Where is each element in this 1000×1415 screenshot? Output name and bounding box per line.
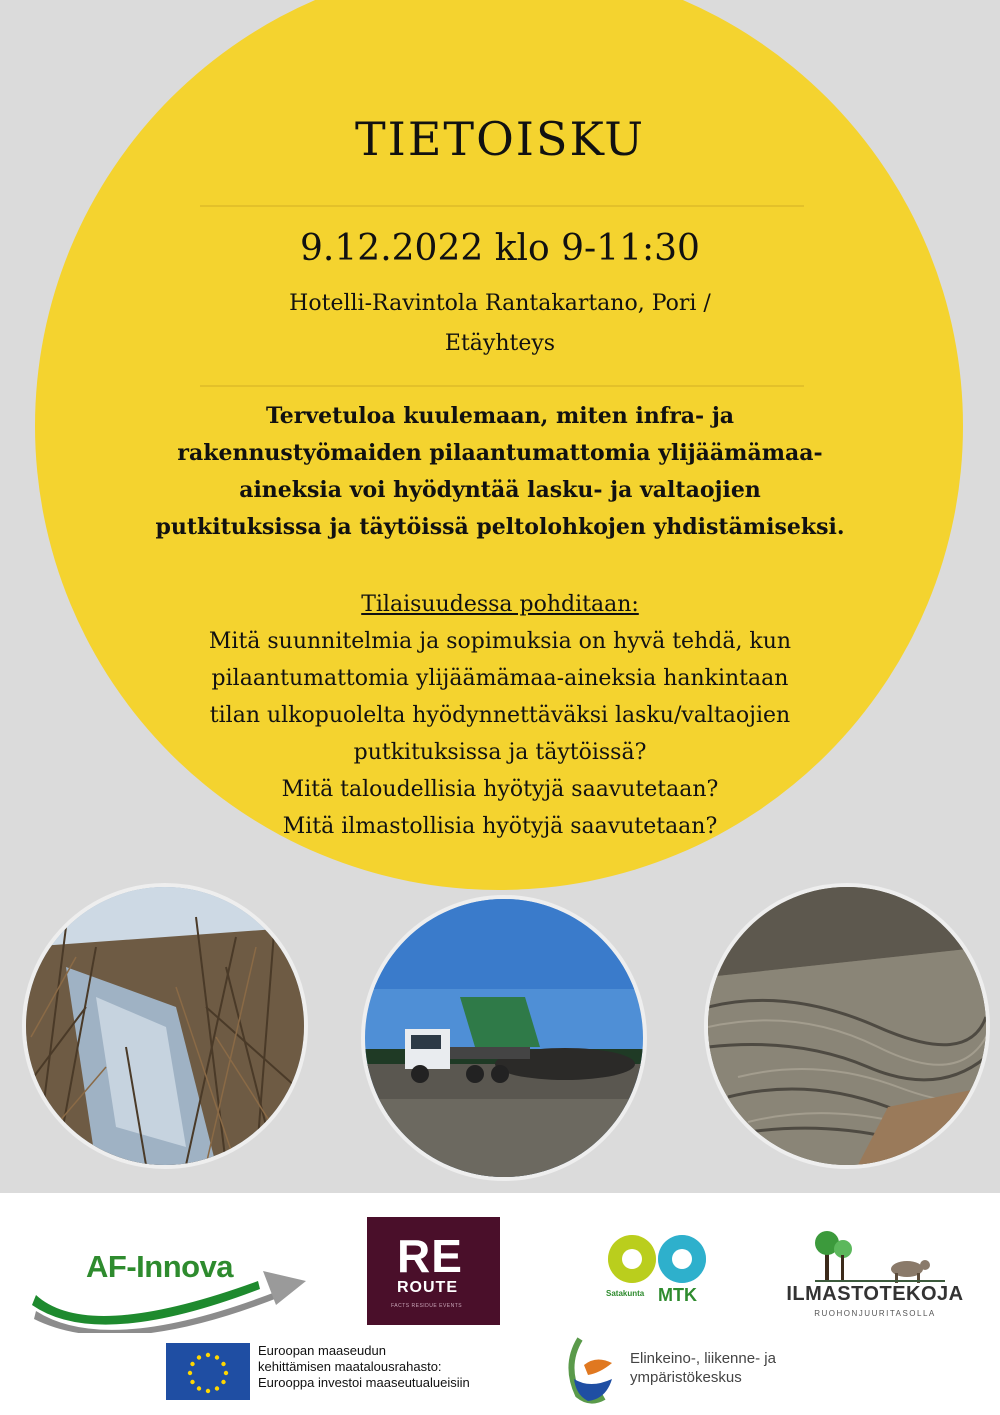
overgrown-ditch-photo xyxy=(22,883,308,1169)
ely-line-1: Elinkeino-, liikenne- ja xyxy=(630,1350,776,1367)
intro-text xyxy=(130,398,870,546)
event-venue xyxy=(250,284,750,364)
event-title: TIETOISKU xyxy=(354,112,645,166)
swoosh-icon xyxy=(32,1281,260,1325)
mtk-name: MTK xyxy=(658,1285,697,1305)
reroute-route: ROUTE xyxy=(397,1279,458,1296)
footer-logos xyxy=(0,1193,1000,1415)
ely-emblem-icon xyxy=(560,1335,626,1407)
ilmastotekoja-name: ILMASTOTEKOJA xyxy=(786,1283,964,1305)
mtk-region: Satakunta xyxy=(606,1289,645,1298)
dump-truck-photo xyxy=(361,895,647,1181)
questions-list xyxy=(150,623,850,845)
eu-line-2: kehittämisen maatalousrahasto: xyxy=(258,1359,442,1374)
ilmastotekoja-sub: RUOHONJUURITASOLLA xyxy=(814,1309,936,1318)
af-innova-logo xyxy=(28,1233,308,1333)
ely-logo xyxy=(560,1335,840,1407)
eu-flag-icon xyxy=(166,1343,250,1400)
mtk-loop-icon xyxy=(600,1231,715,1291)
intro-line: Tervetuloa kuulemaan, miten infra- ja xyxy=(265,403,735,429)
reroute-logo xyxy=(367,1217,500,1325)
eu-funding-text xyxy=(258,1343,470,1391)
venue-line-1: Hotelli-Ravintola Rantakartano, Pori / xyxy=(289,291,711,316)
intro-line: putkituksissa ja täytöissä peltolohkojen yhdistämiseksi. xyxy=(155,514,845,540)
af-innova-name: AF-Innova xyxy=(86,1249,234,1284)
clay-soil-photo xyxy=(704,883,990,1169)
question-line: Mitä suunnitelmia ja sopimuksia on hyvä tehdä, kun xyxy=(208,629,792,654)
question-line: tilan ulkopuolelta hyödynnettäväksi lasku/valtaojien xyxy=(209,703,791,728)
ely-text xyxy=(630,1349,776,1387)
question-line: Mitä taloudellisia hyötyjä saavutetaan? xyxy=(281,777,719,802)
intro-line: aineksia voi hyödyntää lasku- ja valtaojien xyxy=(239,477,761,503)
question-line: pilaantumattomia ylijäämämaa-aineksia hankintaan xyxy=(211,666,789,691)
divider-bottom xyxy=(200,385,804,387)
question-line: Mitä ilmastollisia hyötyjä saavutetaan? xyxy=(282,814,718,839)
eu-line-1: Euroopan maaseudun xyxy=(258,1343,386,1358)
event-date: 9.12.2022 klo 9-11:30 xyxy=(300,228,700,269)
divider-top xyxy=(200,205,804,207)
mtk-logo xyxy=(600,1231,715,1316)
reroute-re: RE xyxy=(397,1230,463,1282)
venue-line-2: Etäyhteys xyxy=(444,331,556,356)
ely-line-2: ympäristökeskus xyxy=(630,1369,742,1386)
ilmastotekoja-logo xyxy=(775,1229,975,1329)
questions-heading: Tilaisuudessa pohditaan: xyxy=(361,592,639,617)
eu-funding-logo xyxy=(166,1343,526,1403)
question-line: putkituksissa ja täytöissä? xyxy=(353,740,647,765)
intro-line: rakennustyömaiden pilaantumattomia ylijäämämaa- xyxy=(177,440,823,466)
tree-cow-icon xyxy=(775,1229,975,1283)
eu-line-3: Eurooppa investoi maaseutualueisiin xyxy=(258,1375,470,1390)
reroute-sub: FACTS RESIDUE EVENTS xyxy=(391,1303,463,1309)
